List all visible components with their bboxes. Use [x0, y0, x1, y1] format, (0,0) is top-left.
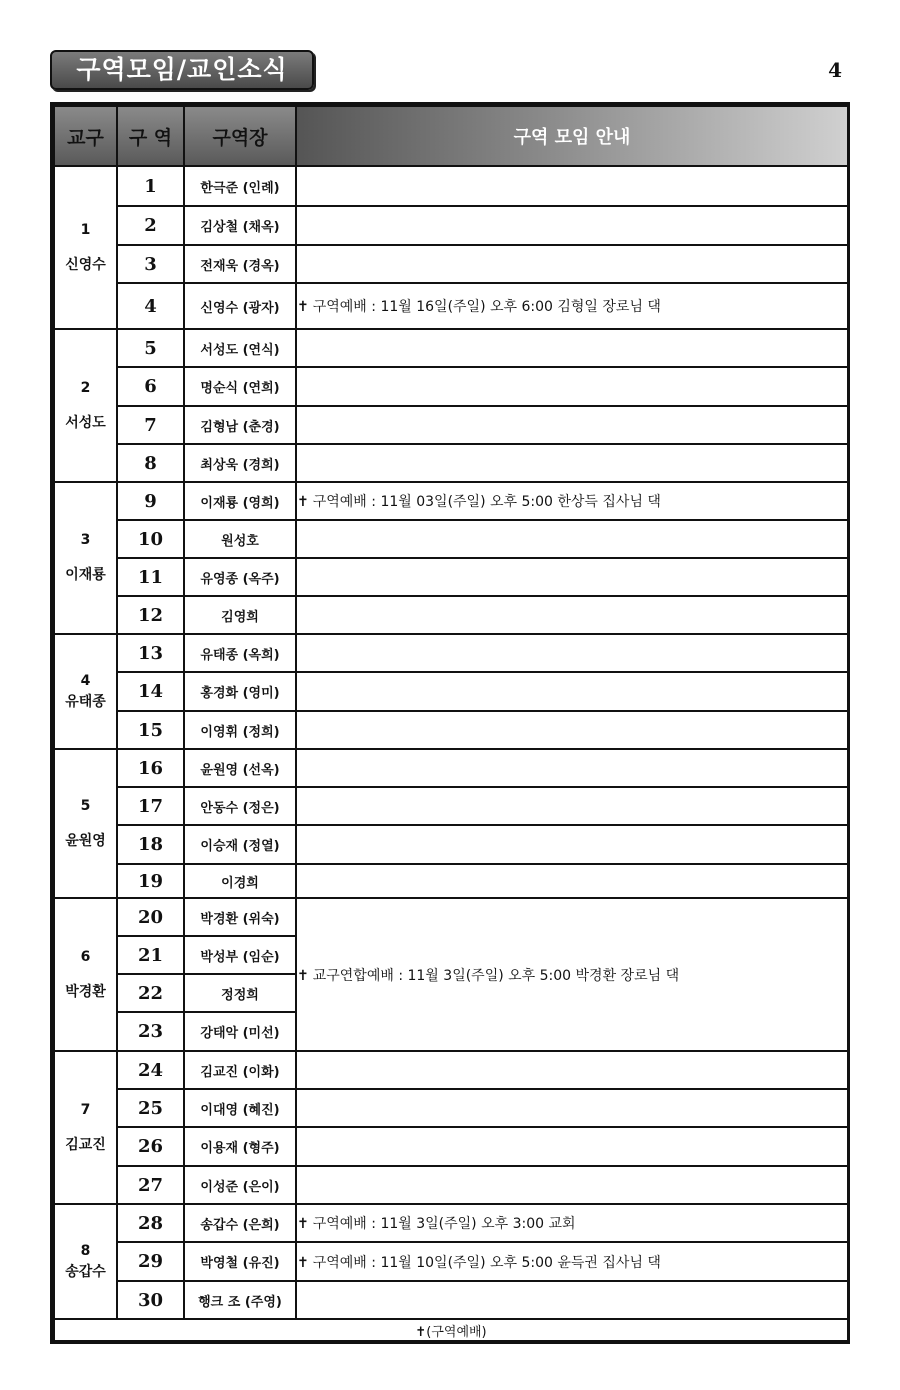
meeting-info-cell — [296, 672, 848, 711]
gyogu-number: 7 — [80, 1101, 91, 1118]
meeting-info-cell — [296, 558, 848, 596]
cross-icon: ✝ — [297, 1216, 309, 1232]
district-number: 16 — [117, 749, 184, 787]
cross-icon: ✝ — [297, 967, 309, 984]
district-leader: 전재욱 (경옥) — [184, 245, 296, 283]
meeting-info-text: 구역예배 : 11월 10일(주일) 오후 5:00 윤득권 집사님 댁 — [312, 1254, 661, 1271]
meeting-info-cell — [296, 787, 848, 825]
table-row — [54, 406, 848, 444]
district-leader: 이경희 — [184, 864, 296, 898]
district-leader: 정정희 — [184, 974, 296, 1012]
table-row — [54, 898, 848, 936]
district-number: 27 — [117, 1166, 184, 1204]
district-leader: 김영희 — [184, 596, 296, 634]
table-row — [54, 206, 848, 245]
district-number: 30 — [117, 1281, 184, 1319]
gyogu-leader-name: 이재룡 — [65, 567, 106, 583]
district-number: 5 — [117, 329, 184, 367]
gyogu-number: 1 — [80, 221, 91, 238]
table-row — [54, 166, 848, 206]
table-row — [54, 1204, 848, 1242]
district-leader: 이영휘 (정희) — [184, 711, 296, 749]
table-row — [54, 1166, 848, 1204]
meeting-info-cell — [296, 596, 848, 634]
meeting-info-cell — [296, 206, 848, 245]
table-row — [54, 482, 848, 520]
table-row — [54, 787, 848, 825]
table-row — [54, 520, 848, 558]
column-header-leader: 구역장 — [184, 106, 296, 166]
meeting-info-cell — [296, 1127, 848, 1166]
table-row — [54, 1242, 848, 1281]
district-number: 19 — [117, 864, 184, 898]
district-leader: 박성부 (임순) — [184, 936, 296, 974]
meeting-info-cell — [296, 166, 848, 206]
meeting-info-cell — [296, 444, 848, 482]
district-number: 25 — [117, 1089, 184, 1127]
table-body — [54, 166, 848, 1341]
meeting-info-cell — [296, 1166, 848, 1204]
district-number: 6 — [117, 367, 184, 406]
district-leader: 신영수 (광자) — [184, 283, 296, 329]
column-header-district: 구 역 — [117, 106, 184, 166]
table-row — [54, 558, 848, 596]
meeting-info-cell — [296, 898, 848, 1051]
district-leader: 원성호 — [184, 520, 296, 558]
meeting-info-cell — [296, 1089, 848, 1127]
meeting-info-text: 구역예배 : 11월 03일(주일) 오후 5:00 한상득 집사님 댁 — [312, 494, 661, 510]
cross-icon: ✝ — [297, 1254, 309, 1271]
district-leader: 유태종 (옥희) — [184, 634, 296, 672]
table-row — [54, 1089, 848, 1127]
district-leader: 강태악 (미선) — [184, 1012, 296, 1051]
table-row — [54, 672, 848, 711]
district-leader: 김형남 (춘경) — [184, 406, 296, 444]
cross-icon: ✝ — [415, 1324, 427, 1340]
gyogu-number: 2 — [80, 379, 91, 396]
legend-row — [54, 1319, 848, 1341]
table-row — [54, 711, 848, 749]
table-row — [54, 749, 848, 787]
meeting-info-text: 구역예배 : 11월 16일(주일) 오후 6:00 김형일 장로님 댁 — [312, 299, 661, 315]
district-leader: 한극준 (인례) — [184, 166, 296, 206]
table-row — [54, 825, 848, 864]
meeting-info-cell — [296, 1242, 848, 1281]
district-leader: 김교진 (이화) — [184, 1051, 296, 1089]
district-number: 21 — [117, 936, 184, 974]
table-row — [54, 1051, 848, 1089]
page-number: 4 — [828, 58, 842, 82]
meeting-info-cell — [296, 367, 848, 406]
district-number: 8 — [117, 444, 184, 482]
column-header-gyogu: 교구 — [54, 106, 117, 166]
district-leader: 홍경화 (영미) — [184, 672, 296, 711]
meeting-info-cell — [296, 406, 848, 444]
table-row — [54, 283, 848, 329]
meeting-info-cell — [296, 749, 848, 787]
meeting-info-cell — [296, 864, 848, 898]
gyogu-cell — [54, 749, 117, 898]
district-leader: 박영철 (유진) — [184, 1242, 296, 1281]
district-meeting-table — [53, 105, 849, 1342]
district-number: 9 — [117, 482, 184, 520]
district-leader: 서성도 (연식) — [184, 329, 296, 367]
district-number: 26 — [117, 1127, 184, 1166]
gyogu-number: 4 — [80, 672, 91, 689]
meeting-info-cell — [296, 245, 848, 283]
district-leader: 행크 조 (주영) — [184, 1281, 296, 1319]
district-number: 28 — [117, 1204, 184, 1242]
meeting-info-cell — [296, 634, 848, 672]
district-number: 12 — [117, 596, 184, 634]
gyogu-cell — [54, 634, 117, 749]
gyogu-leader-name: 서성도 — [65, 414, 106, 431]
cross-icon: ✝ — [297, 299, 309, 315]
district-number: 10 — [117, 520, 184, 558]
table-row — [54, 1281, 848, 1319]
district-number: 29 — [117, 1242, 184, 1281]
gyogu-cell — [54, 898, 117, 1051]
district-leader: 윤원영 (선옥) — [184, 749, 296, 787]
district-leader: 박경환 (위숙) — [184, 898, 296, 936]
cross-icon: ✝ — [297, 494, 309, 510]
district-leader: 이승재 (정열) — [184, 825, 296, 864]
gyogu-leader-name: 박경환 — [65, 983, 106, 1000]
meeting-info-text: 구역예배 : 11월 3일(주일) 오후 3:00 교회 — [312, 1216, 576, 1232]
gyogu-number: 8 — [80, 1242, 91, 1259]
district-number: 14 — [117, 672, 184, 711]
table-row — [54, 634, 848, 672]
meeting-info-cell — [296, 1281, 848, 1319]
district-leader: 명순식 (연희) — [184, 367, 296, 406]
district-leader: 이대영 (혜진) — [184, 1089, 296, 1127]
gyogu-cell — [54, 166, 117, 329]
gyogu-cell — [54, 482, 117, 634]
legend-text: (구역예배) — [426, 1324, 487, 1340]
district-number: 18 — [117, 825, 184, 864]
section-title: 구역모임/교인소식 — [50, 50, 314, 90]
meeting-info-cell — [296, 329, 848, 367]
district-number: 2 — [117, 206, 184, 245]
gyogu-leader-name: 김교진 — [65, 1136, 106, 1153]
legend-cell — [54, 1319, 848, 1341]
district-leader: 최상욱 (경희) — [184, 444, 296, 482]
gyogu-leader-name: 송갑수 — [65, 1263, 106, 1280]
district-leader: 이성준 (은이) — [184, 1166, 296, 1204]
table-row — [54, 1127, 848, 1166]
district-number: 11 — [117, 558, 184, 596]
meeting-info-cell — [296, 711, 848, 749]
gyogu-number: 3 — [80, 532, 91, 548]
table-row — [54, 864, 848, 898]
district-number: 13 — [117, 634, 184, 672]
district-number: 3 — [117, 245, 184, 283]
district-number: 4 — [117, 283, 184, 329]
district-number: 20 — [117, 898, 184, 936]
gyogu-leader-name: 신영수 — [65, 256, 106, 273]
column-header-meeting-info: 구역 모임 안내 — [296, 106, 848, 166]
meeting-info-cell — [296, 283, 848, 329]
table-row — [54, 444, 848, 482]
district-leader: 유영종 (옥주) — [184, 558, 296, 596]
meeting-info-cell — [296, 1051, 848, 1089]
meeting-info-cell — [296, 520, 848, 558]
district-number: 22 — [117, 974, 184, 1012]
district-leader: 이용재 (형주) — [184, 1127, 296, 1166]
district-leader: 안동수 (정은) — [184, 787, 296, 825]
meeting-info-text: 교구연합예배 : 11월 3일(주일) 오후 5:00 박경환 장로님 댁 — [312, 967, 680, 984]
gyogu-number: 5 — [80, 797, 91, 814]
gyogu-number: 6 — [80, 948, 91, 965]
gyogu-cell — [54, 1051, 117, 1204]
meeting-info-cell — [296, 1204, 848, 1242]
gyogu-leader-name: 윤원영 — [65, 832, 106, 849]
gyogu-leader-name: 유태종 — [65, 693, 106, 710]
district-number: 15 — [117, 711, 184, 749]
district-number: 23 — [117, 1012, 184, 1051]
district-number: 17 — [117, 787, 184, 825]
gyogu-cell — [54, 329, 117, 482]
district-number: 24 — [117, 1051, 184, 1089]
table-header-row — [54, 106, 848, 166]
meeting-info-cell — [296, 482, 848, 520]
district-number: 7 — [117, 406, 184, 444]
meeting-info-cell — [296, 825, 848, 864]
district-number: 1 — [117, 166, 184, 206]
table-row — [54, 367, 848, 406]
table-row — [54, 329, 848, 367]
table-row — [54, 245, 848, 283]
district-leader: 김상철 (채옥) — [184, 206, 296, 245]
district-leader: 이재룡 (영희) — [184, 482, 296, 520]
gyogu-cell — [54, 1204, 117, 1319]
table-row — [54, 596, 848, 634]
district-leader: 송갑수 (은희) — [184, 1204, 296, 1242]
